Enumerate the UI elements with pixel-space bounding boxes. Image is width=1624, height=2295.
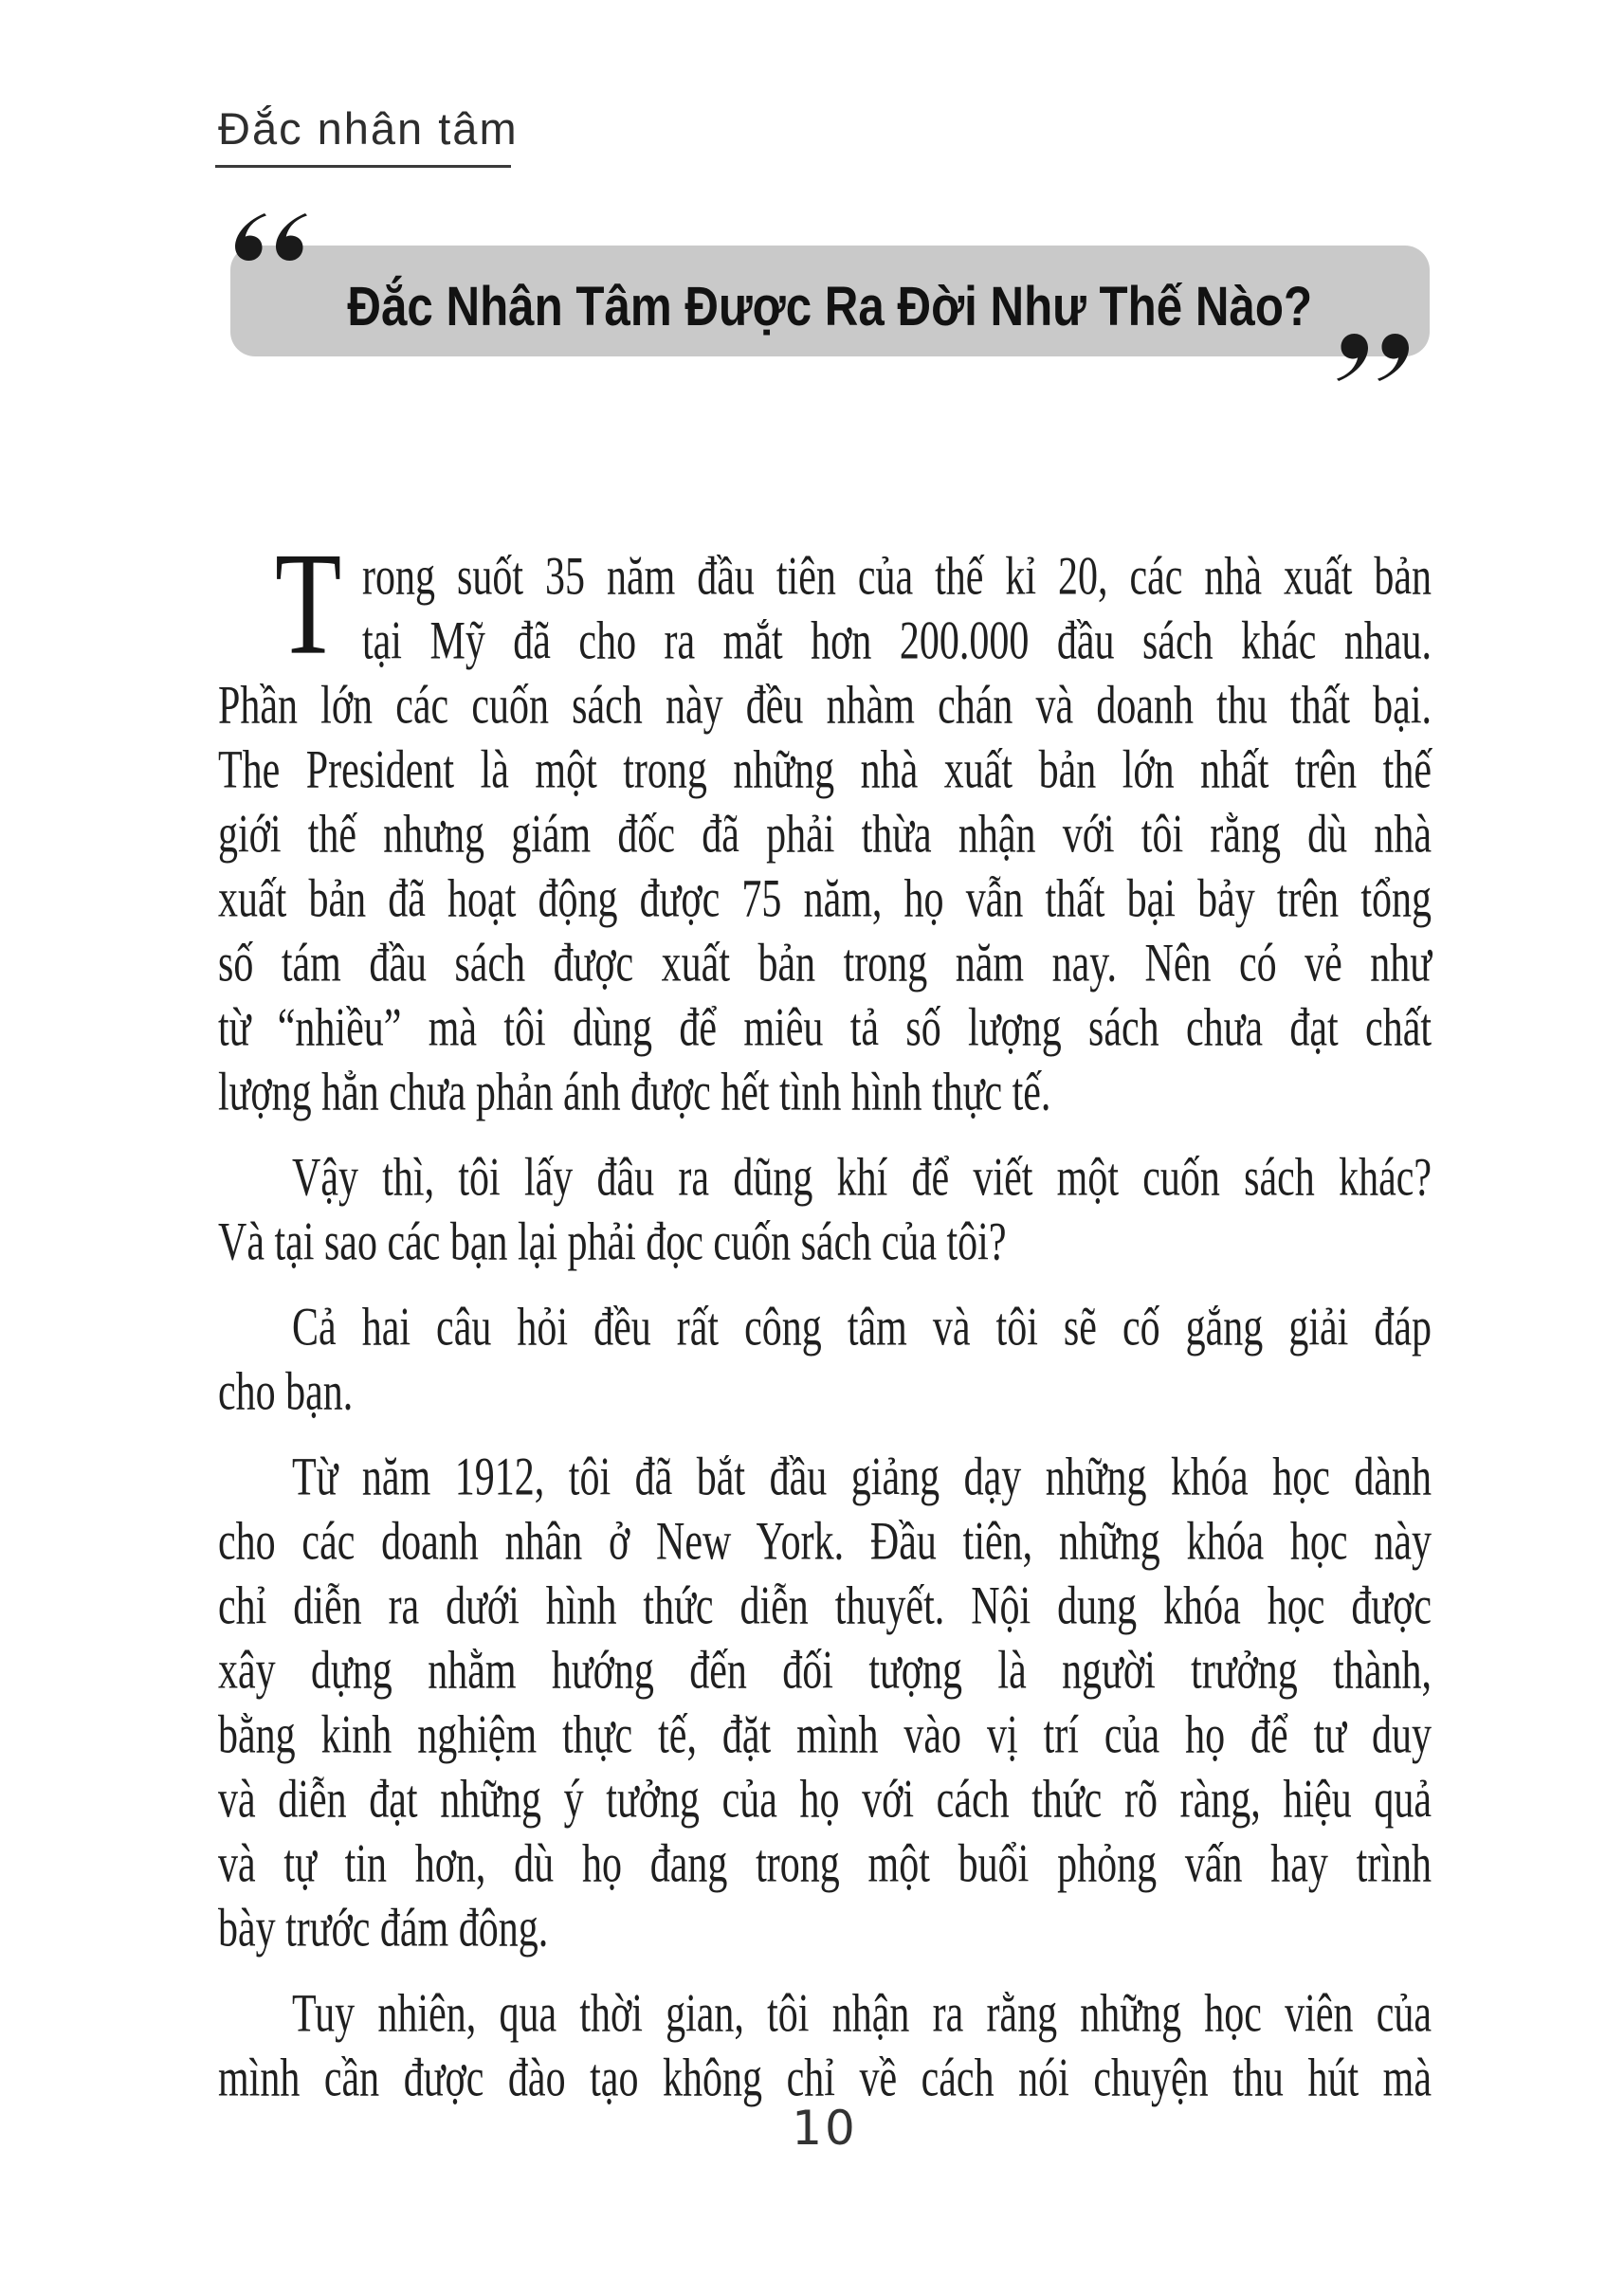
body-text [218,521,1432,2111]
drop-cap: T [275,521,342,685]
header-underline [215,165,511,168]
body-line: cho bạn. [218,1362,354,1423]
paragraph [218,1982,1432,2111]
body-line: cho các doanh nhân ở New York. Đầu tiên, những khóa học này [218,1512,1432,1573]
closing-double-quote-icon [1333,333,1411,387]
body-line: và diễn đạt những ý tưởng của họ với cách thức rõ ràng, hiệu quả [218,1770,1432,1831]
body-line: từ “nhiều” mà tôi dùng để miêu tả số lượng sách chưa đạt chất [218,998,1432,1059]
body-line: bằng kinh nghiệm thực tế, đặt mình vào vị trí của họ để tư duy [218,1705,1432,1766]
body-line: rong suốt 35 năm đầu tiên của thế kỉ 20, các nhà xuất bản [362,547,1432,608]
paragraph [218,1446,1432,1961]
body-line: xây dựng nhằm hướng đến đối tượng là người trưởng thành, [218,1641,1432,1702]
body-line: số tám đầu sách được xuất bản trong năm nay. Nên có vẻ như [218,934,1432,994]
opening-double-quote-icon [233,212,311,266]
body-line: Từ năm 1912, tôi đã bắt đầu giảng dạy những khóa học dành [292,1448,1432,1508]
body-line: Vậy thì, tôi lấy đâu ra dũng khí để viết một cuốn sách khác? [292,1148,1432,1209]
paragraph [218,1146,1432,1275]
body-line: mình cần được đào tạo không chỉ về cách nói chuyện thu hút mà [218,2049,1432,2109]
body-line: Phần lớn các cuốn sách này đều nhàm chán và doanh thu thất bại. [218,676,1432,737]
body-line: chỉ diễn ra dưới hình thức diễn thuyết. Nội dung khóa học được [218,1576,1432,1637]
body-line: tại Mỹ đã cho ra mắt hơn 200.000 đầu sách khác nhau. [362,611,1432,672]
body-line: Và tại sao các bạn lại phải đọc cuốn sách của tôi? [218,1212,1007,1273]
body-line: và tự tin hơn, dù họ đang trong một buổi phỏng vấn hay trình [218,1834,1432,1895]
running-header: Đắc nhân tâm [218,103,519,154]
body-line: lượng hẳn chưa phản ánh được hết tình hình thực tế. [218,1063,1051,1123]
body-line: Cả hai câu hỏi đều rất công tâm và tôi sẽ cố gắng giải đáp [292,1298,1432,1358]
quote-banner [230,246,1430,356]
paragraph [218,1296,1432,1425]
body-line: Tuy nhiên, qua thời gian, tôi nhận ra rằng những học viên của [292,1984,1432,2045]
body-line: xuất bản đã hoạt động được 75 năm, họ vẫn thất bại bảy trên tổng [218,869,1432,930]
page-number: 10 [792,2101,858,2156]
body-line: bày trước đám đông. [218,1899,549,1959]
paragraph [218,521,1432,1125]
body-line: The President là một trong những nhà xuất bản lớn nhất trên thế [218,740,1432,801]
banner-title: Đắc Nhân Tâm Được Ra Đời Như Thế Nào? [347,274,1313,337]
body-line: giới thế nhưng giám đốc đã phải thừa nhận với tôi rằng dù nhà [218,805,1432,865]
